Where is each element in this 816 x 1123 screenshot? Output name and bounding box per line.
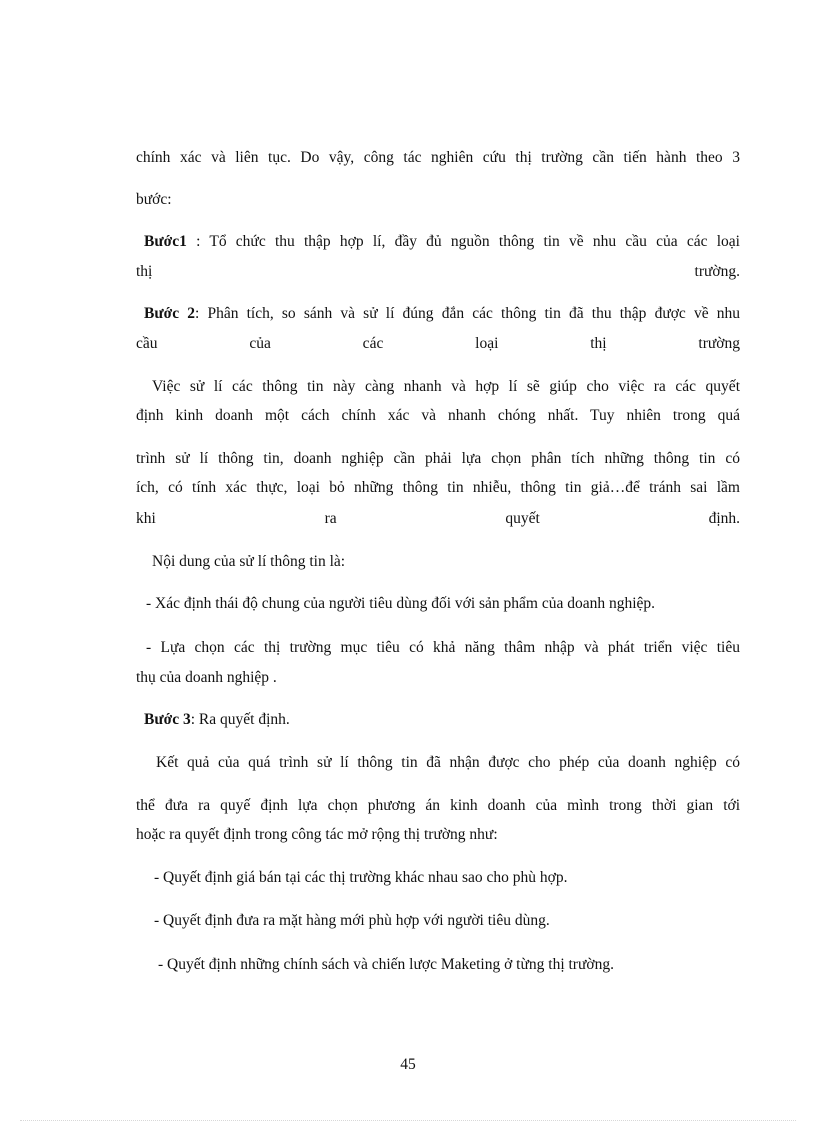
step-2-heading: Bước 2 [144,305,196,322]
paragraph-line: Nội dung của sử lí thông tin là: [152,553,346,570]
step-3-text: : Ra quyết định. [190,711,290,728]
step-1-continuation-right: trường. [694,263,740,280]
paragraph-line: cầu của các loại thị trường [136,335,740,352]
bullet-line: - Xác định thái độ chung của người tiêu dùng đối với sản phẩm của doanh nghiệp. [146,595,656,612]
paragraph-line: định kinh doanh một cách chính xác và nhanh chóng nhất. Tuy nhiên trong quá [136,407,740,424]
bullet-line: - Lựa chọn các thị trường mục tiêu có khả năng thâm nhập và phát triển việc tiêu [146,639,740,656]
bullet-line: - Quyết định những chính sách và chiến lược Maketing ở từng thị trường. [158,956,614,973]
bullet-line: - Quyết định đưa ra mặt hàng mới phù hợp với người tiêu dùng. [154,912,550,929]
step-1-line [144,232,740,252]
paragraph-line: thụ của doanh nghiệp . [136,669,277,686]
paragraph-line: chính xác và liên tục. Do vậy, công tác nghiên cứu thị trường cần tiến hành theo 3 [136,149,740,166]
paragraph-line: Kết quả của quá trình sử lí thông tin đã nhận được cho phép của doanh nghiệp có [156,754,740,771]
step-1-continuation-left: thị [136,263,153,280]
paragraph-line: ích, có tính xác thực, loại bỏ những thông tin nhiễu, thông tin giả…để tránh sai lầm [136,479,740,496]
paragraph-line: khi ra quyết định. [136,510,740,527]
paragraph-line: bước: [136,191,172,208]
bullet-line: - Quyết định giá bán tại các thị trường khác nhau sao cho phù hợp. [154,869,568,886]
step-1-text: : Tổ chức thu thập hợp lí, đầy đủ nguồn thông tin về nhu cầu của các loại [196,233,740,250]
page-number: 45 [400,1056,416,1073]
step-2-text: : Phân tích, so sánh và sử lí đúng đắn các thông tin đã thu thập được về nhu [195,305,740,322]
step-3-heading: Bước 3 [144,711,191,728]
step-1-heading: Bước1 [144,233,187,250]
page-bottom-divider [20,1120,796,1121]
paragraph-line: thể đưa ra quyế định lựa chọn phương án kinh doanh của mình trong thời gian tới [136,797,740,814]
paragraph-line: trình sử lí thông tin, doanh nghiệp cần phải lựa chọn phân tích những thông tin có [136,450,740,467]
paragraph-line: hoặc ra quyết định trong công tác mở rộng thị trường như: [136,826,498,843]
step-2-line [144,304,740,324]
paragraph-line [136,262,740,282]
step-3-line [144,710,748,730]
paragraph-line: Việc sử lí các thông tin này càng nhanh và hợp lí sẽ giúp cho việc ra các quyết [152,378,740,395]
